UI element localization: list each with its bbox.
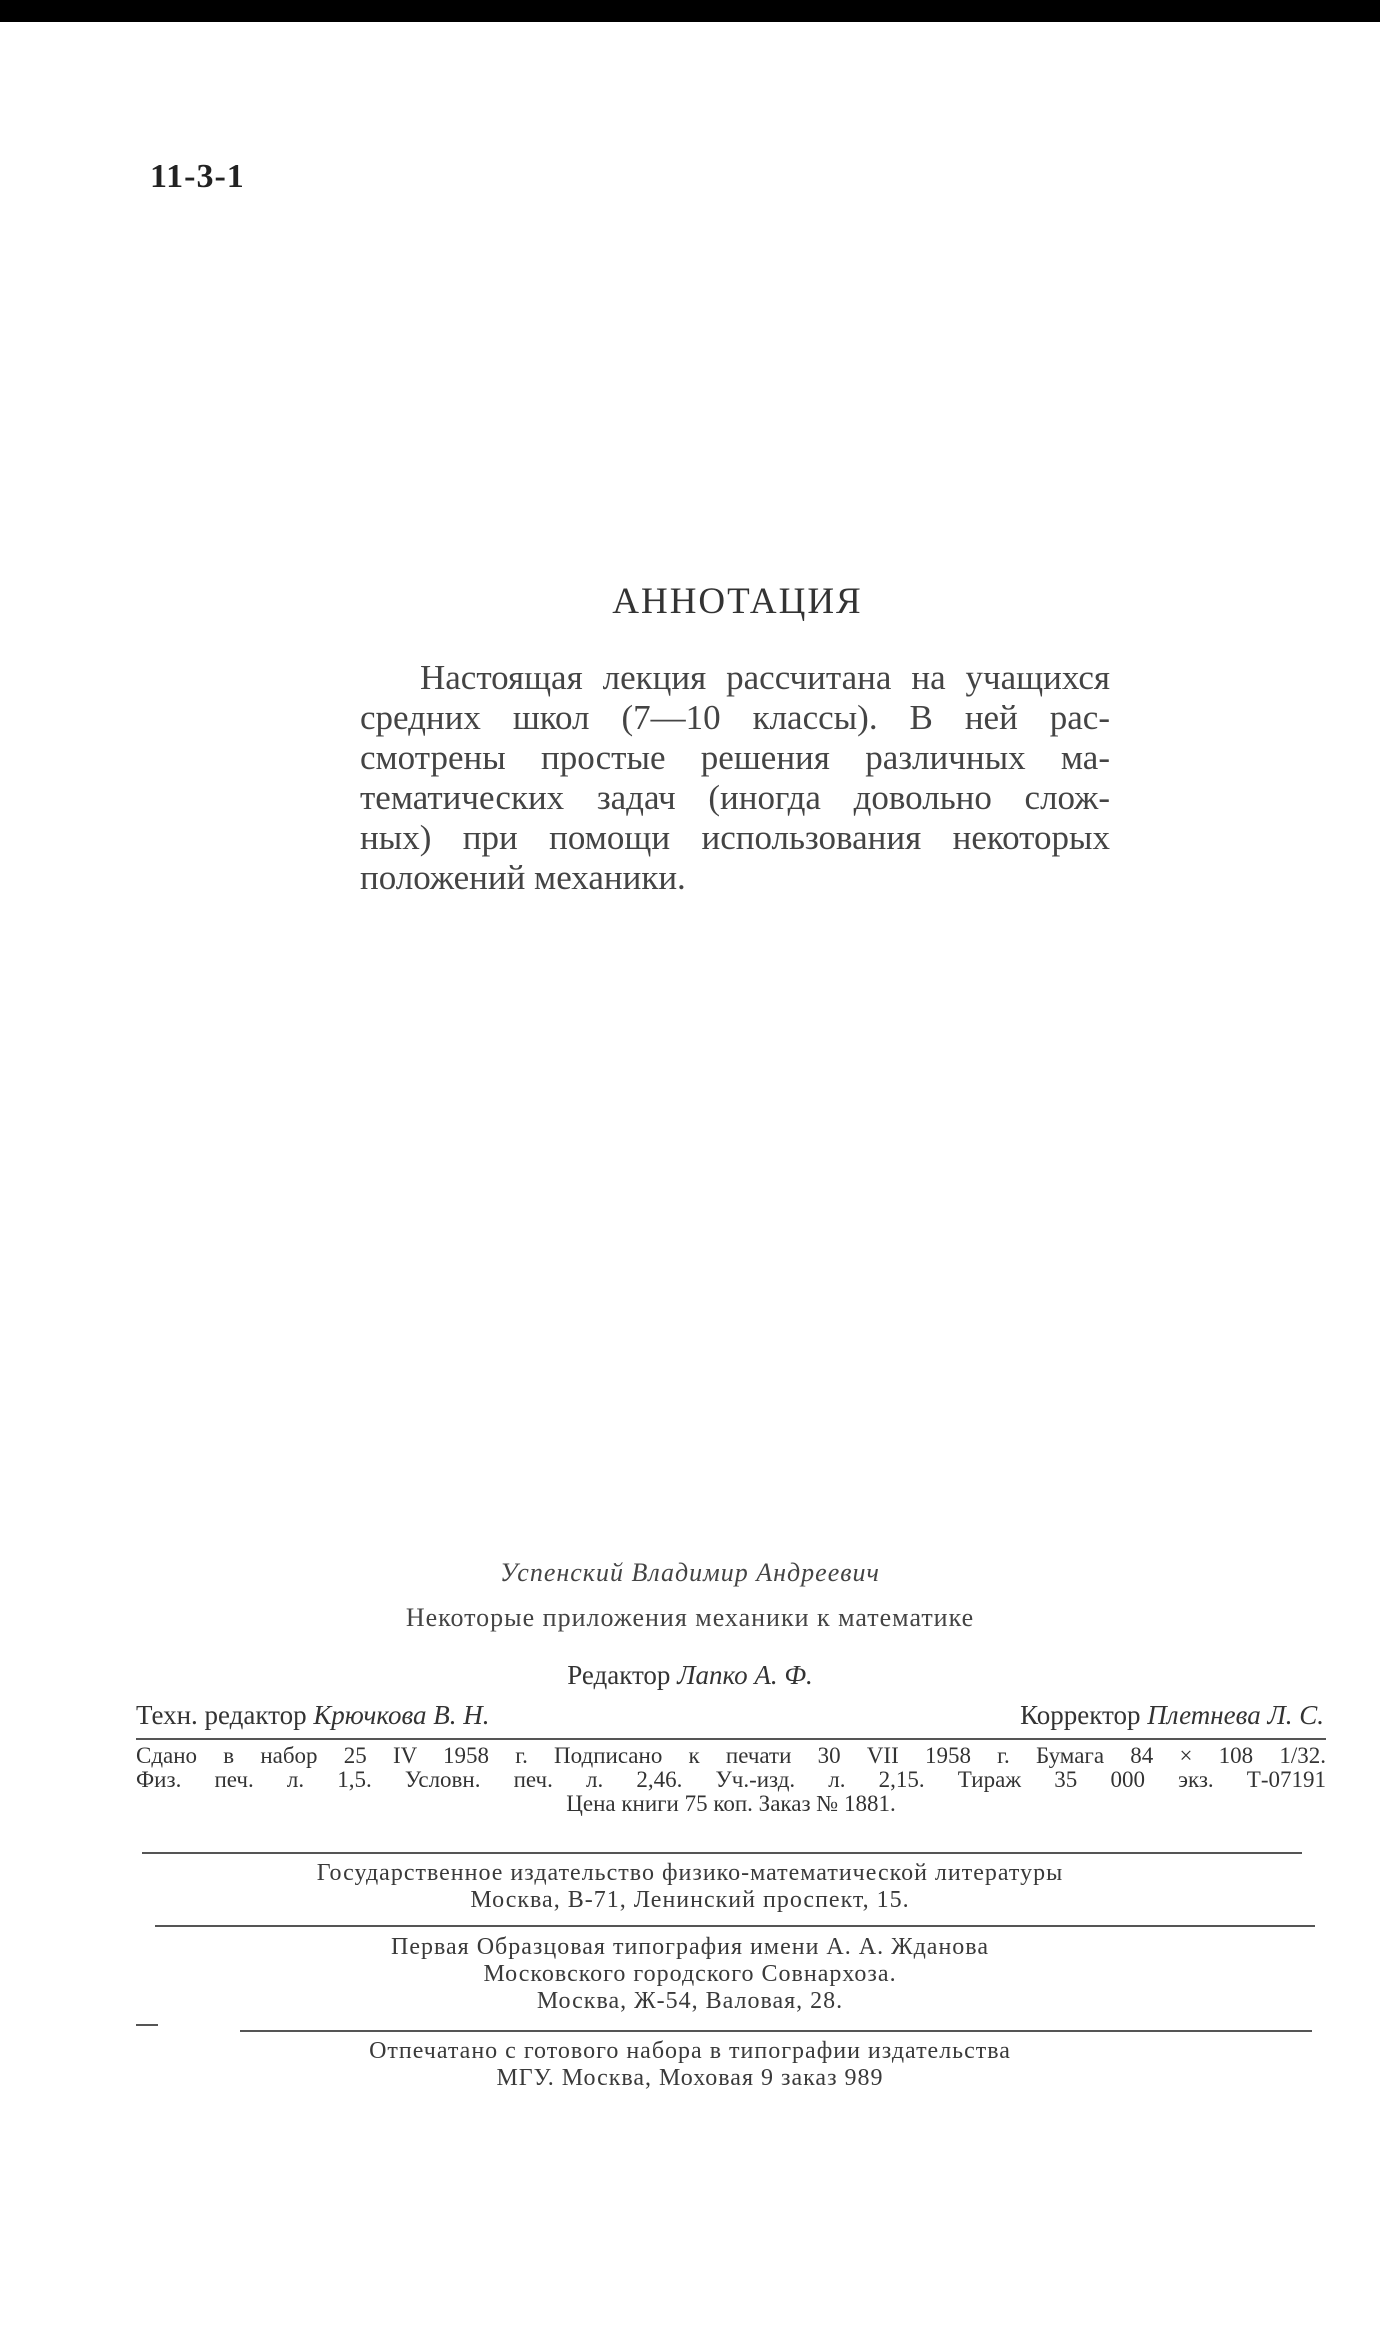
printer-block bbox=[0, 1934, 1380, 2015]
tech-editor bbox=[136, 1700, 489, 1731]
editor-name: Лапко А. Ф. bbox=[677, 1660, 813, 1690]
annotation-line: тематических задач (иногда довольно слож- bbox=[360, 778, 1110, 817]
annotation-line: Настоящая лекция рассчитана на учащихся bbox=[420, 658, 1110, 697]
corrector bbox=[1020, 1700, 1324, 1731]
print-info-line: Физ. печ. л. 1,5. Условн. печ. л. 2,46. Уч.-изд. л. 2,15. Тираж 35 000 экз. Т-07191 bbox=[136, 1767, 1326, 1792]
annotation-line: средних школ (7—10 классы). В ней рас- bbox=[360, 698, 1110, 737]
printer-line: Москва, Ж-54, Валовая, 28. bbox=[536, 1988, 844, 2014]
page-code: 11-3-1 bbox=[150, 158, 245, 195]
annotation-line: ных) при помощи использования некоторых bbox=[360, 818, 1110, 857]
corrector-name: Плетнева Л. С. bbox=[1147, 1700, 1324, 1730]
annotation-line: смотрены простые решения различных ма- bbox=[360, 738, 1110, 777]
tech-editor-row bbox=[136, 1700, 1324, 1731]
publisher-block bbox=[0, 1860, 1380, 1914]
tech-editor-label: Техн. редактор bbox=[136, 1700, 307, 1730]
divider bbox=[155, 1925, 1315, 1927]
corrector-label: Корректор bbox=[1020, 1700, 1141, 1730]
printed-from-line: Отпечатано с готового набора в типографии издательства bbox=[369, 2038, 1011, 2064]
book-title: Некоторые приложения механики к математике bbox=[405, 1603, 975, 1632]
editor-label: Редактор bbox=[567, 1660, 671, 1690]
printer-line: Первая Образцовая типография имени А. А. Жданова bbox=[391, 1934, 989, 1960]
print-info bbox=[136, 1744, 1326, 1816]
annotation-body bbox=[360, 658, 1110, 898]
printed-from-block bbox=[0, 2038, 1380, 2092]
print-info-line: Цена книги 75 коп. Заказ № 1881. bbox=[566, 1791, 896, 1816]
printed-from-line: МГУ. Москва, Моховая 9 заказ 989 bbox=[496, 2065, 884, 2091]
scan-top-edge bbox=[0, 0, 1380, 22]
divider bbox=[142, 1852, 1302, 1854]
editor-line bbox=[0, 1660, 1380, 1691]
divider bbox=[136, 2024, 158, 2026]
divider bbox=[136, 1738, 1326, 1740]
tech-editor-name: Крючкова В. Н. bbox=[313, 1700, 490, 1730]
annotation-line: положений механики. bbox=[360, 858, 686, 897]
publisher-line: Москва, В-71, Ленинский проспект, 15. bbox=[470, 1887, 910, 1913]
printer-line: Московского городского Совнархоза. bbox=[483, 1961, 897, 1987]
publisher-line: Государственное издательство физико-математической литературы bbox=[316, 1860, 1064, 1886]
divider bbox=[240, 2030, 1312, 2032]
print-info-line: Сдано в набор 25 IV 1958 г. Подписано к печати 30 VII 1958 г. Бумага 84 × 108 1/32. bbox=[136, 1743, 1326, 1768]
author-name: Успенский Владимир Андреевич bbox=[500, 1558, 880, 1587]
annotation-title: АННОТАЦИЯ bbox=[612, 581, 863, 622]
